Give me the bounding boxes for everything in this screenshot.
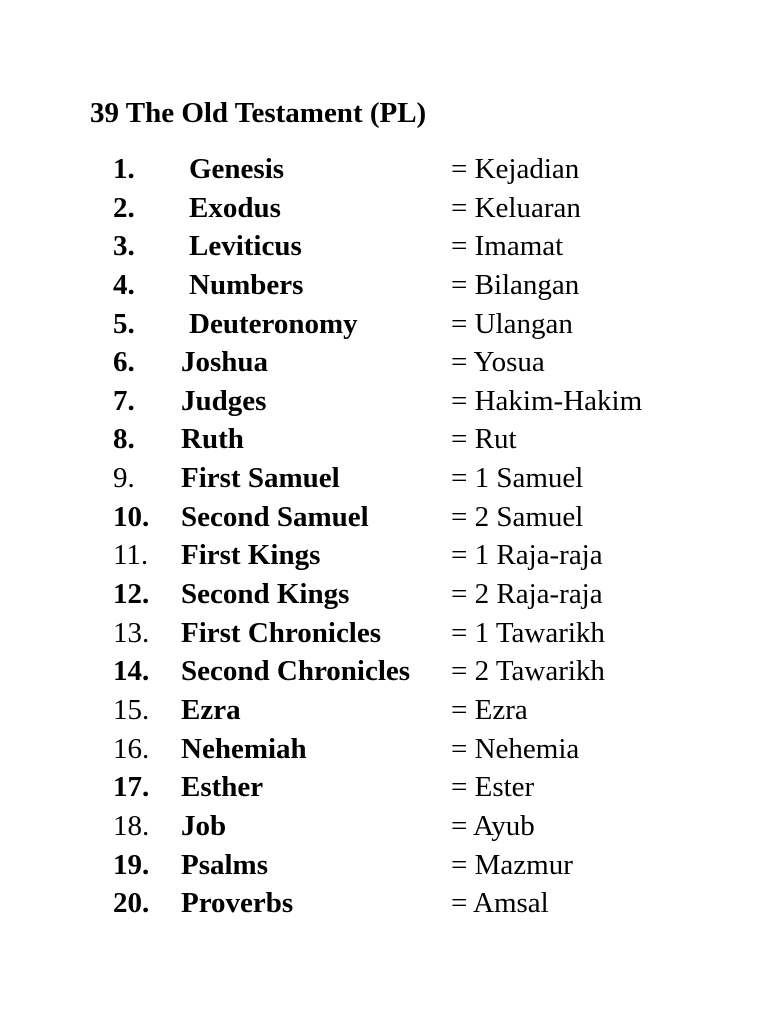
list-item bbox=[0, 614, 768, 653]
book-name: Psalms bbox=[181, 848, 268, 881]
item-number: 1. bbox=[113, 153, 135, 185]
list-item bbox=[0, 420, 768, 459]
book-translation: = Mazmur bbox=[451, 848, 573, 881]
list-item bbox=[0, 691, 768, 730]
list-item bbox=[0, 266, 768, 305]
book-name: Second Chronicles bbox=[181, 655, 411, 688]
list-item bbox=[0, 846, 768, 885]
book-translation: = Keluaran bbox=[451, 191, 581, 224]
item-number: 7. bbox=[113, 384, 135, 417]
list-item bbox=[0, 884, 768, 923]
list-item bbox=[0, 575, 768, 614]
list-item bbox=[0, 382, 768, 421]
book-name: Deuteronomy bbox=[189, 307, 358, 340]
item-number: 3. bbox=[113, 230, 135, 263]
item-number: 15. bbox=[113, 693, 150, 726]
item-number: 19. bbox=[113, 848, 150, 881]
book-list bbox=[0, 150, 768, 923]
item-number: 12. bbox=[113, 578, 150, 611]
item-number: 11. bbox=[113, 539, 149, 572]
list-item bbox=[0, 227, 768, 266]
list-item bbox=[0, 150, 768, 189]
book-translation: = Ezra bbox=[451, 693, 528, 726]
list-item bbox=[0, 305, 768, 344]
item-number: 16. bbox=[113, 732, 150, 765]
book-name: Leviticus bbox=[189, 230, 302, 263]
item-number: 10. bbox=[113, 500, 150, 533]
list-item bbox=[0, 459, 768, 498]
book-name: First Kings bbox=[181, 539, 321, 572]
book-name: Numbers bbox=[189, 268, 304, 301]
item-number: 4. bbox=[113, 268, 135, 301]
book-translation: = Yosua bbox=[451, 346, 545, 379]
book-translation: = Imamat bbox=[451, 230, 564, 263]
book-name: Ruth bbox=[181, 423, 244, 456]
list-item bbox=[0, 189, 768, 228]
item-number: 8. bbox=[113, 423, 135, 456]
book-translation: = Ester bbox=[451, 771, 535, 804]
item-number: 20. bbox=[113, 887, 150, 920]
book-translation: = 1 Raja-raja bbox=[451, 539, 603, 572]
book-translation: = Ulangan bbox=[451, 307, 573, 340]
item-number: 13. bbox=[113, 616, 150, 649]
book-name: Genesis bbox=[189, 153, 285, 185]
book-translation: = Amsal bbox=[451, 887, 549, 920]
book-translation: = 2 Tawarikh bbox=[451, 655, 605, 688]
book-name: Joshua bbox=[181, 346, 269, 379]
book-name: Second Samuel bbox=[181, 500, 369, 533]
book-name: First Chronicles bbox=[181, 616, 382, 649]
book-name: Nehemiah bbox=[181, 732, 307, 765]
list-item bbox=[0, 807, 768, 846]
item-number: 18. bbox=[113, 809, 150, 842]
book-name: Proverbs bbox=[181, 887, 294, 920]
book-translation: = Ayub bbox=[451, 809, 535, 842]
book-translation: = 1 Tawarikh bbox=[451, 616, 605, 649]
book-name: Exodus bbox=[189, 191, 281, 224]
book-translation: = Kejadian bbox=[451, 153, 580, 185]
item-number: 5. bbox=[113, 307, 135, 340]
book-name: Job bbox=[181, 809, 227, 842]
book-translation: = Nehemia bbox=[451, 732, 580, 765]
item-number: 2. bbox=[113, 191, 135, 224]
book-name: Judges bbox=[181, 384, 267, 417]
item-number: 6. bbox=[113, 346, 135, 379]
document-title: 39 The Old Testament (PL) bbox=[90, 97, 427, 129]
book-translation: = 2 Raja-raja bbox=[451, 578, 603, 611]
list-item bbox=[0, 536, 768, 575]
item-number: 14. bbox=[113, 655, 150, 688]
book-name: Ezra bbox=[181, 693, 241, 726]
book-name: Second Kings bbox=[181, 578, 350, 611]
list-item bbox=[0, 730, 768, 769]
item-number: 17. bbox=[113, 771, 150, 804]
book-name: First Samuel bbox=[181, 462, 340, 495]
book-translation: = 1 Samuel bbox=[451, 462, 584, 495]
list-item bbox=[0, 768, 768, 807]
book-translation: = 2 Samuel bbox=[451, 500, 584, 533]
book-name: Esther bbox=[181, 771, 264, 804]
list-item bbox=[0, 652, 768, 691]
book-translation: = Bilangan bbox=[451, 268, 580, 301]
book-translation: = Hakim-Hakim bbox=[451, 384, 643, 417]
list-item bbox=[0, 498, 768, 537]
book-translation: = Rut bbox=[451, 423, 517, 456]
item-number: 9. bbox=[113, 462, 135, 495]
list-item bbox=[0, 343, 768, 382]
